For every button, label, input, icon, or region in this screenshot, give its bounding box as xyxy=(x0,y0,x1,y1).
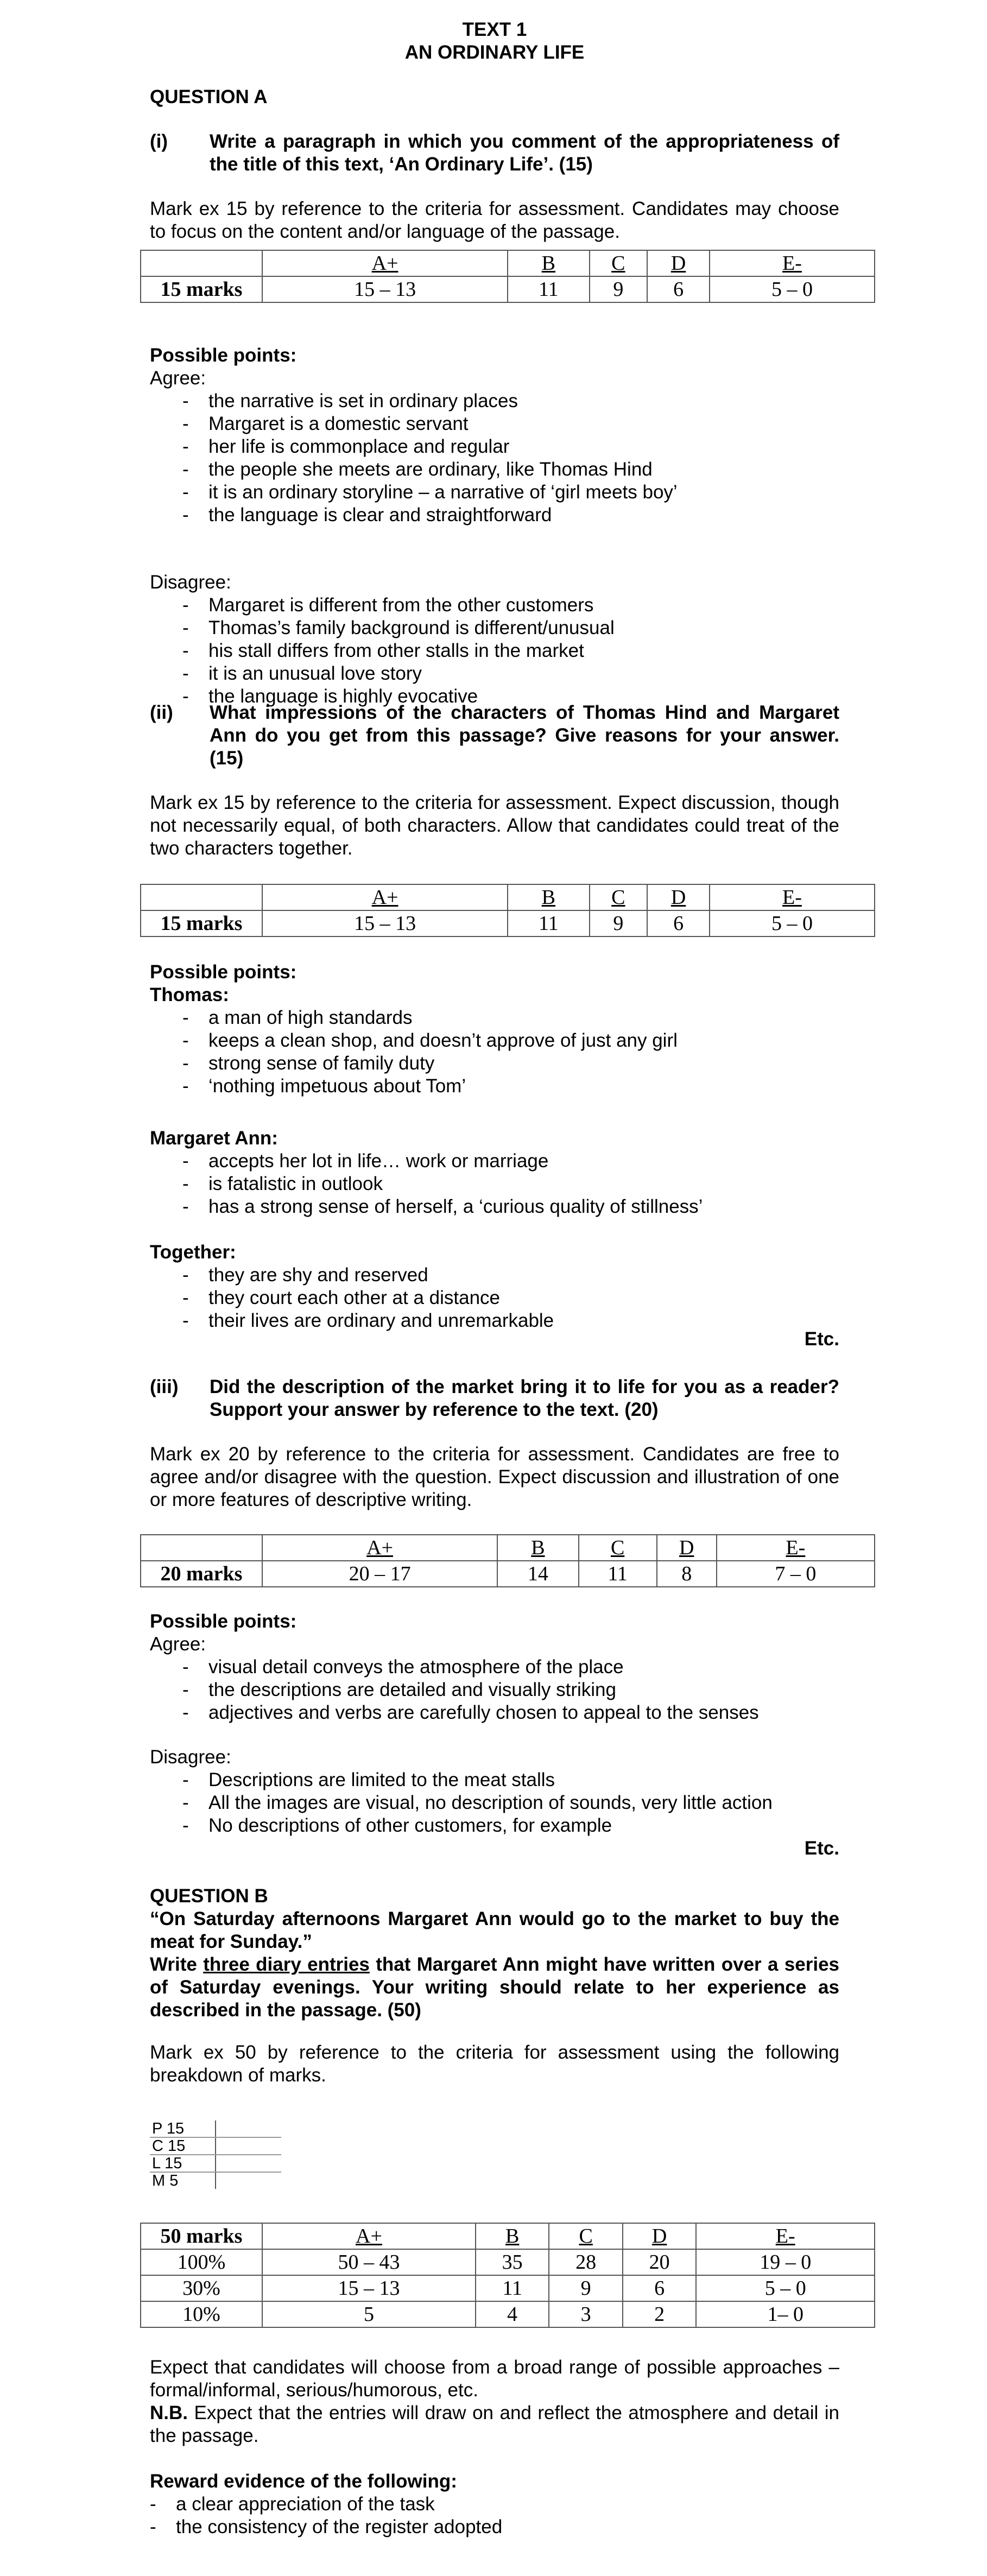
list-item: - they court each other at a distance xyxy=(182,1287,839,1309)
list-item: - strong sense of family duty xyxy=(182,1052,839,1075)
possible-points-label: Possible points: xyxy=(150,961,297,983)
breakdown-item: C 15 xyxy=(150,2137,216,2155)
marking-instruction: Mark ex 15 by reference to the criteria for assessment. Expect discussion, though not necessarily equal, of both characters. Allow that candidates could treat of the two characters together. xyxy=(150,792,839,859)
list-item: - Margaret is a domestic servant xyxy=(182,413,839,435)
thomas-list xyxy=(150,1007,839,1098)
grade-header: D xyxy=(647,250,710,276)
grade-table-a-i xyxy=(140,250,875,303)
disagree-list xyxy=(150,1769,839,1837)
margaret-list xyxy=(150,1150,839,1218)
percent-label: 30% xyxy=(141,2275,262,2301)
together-list xyxy=(150,1264,839,1332)
list-item: - the language is highly evocative xyxy=(182,685,839,708)
question-number: (i) xyxy=(150,131,168,152)
marks-label: 20 marks xyxy=(141,1561,262,1587)
grade-header: A+ xyxy=(262,884,508,910)
grade-header: D xyxy=(647,884,710,910)
question-b-quote: “On Saturday afternoons Margaret Ann would go to the market to buy the meat for Sunday.” xyxy=(150,1908,839,1952)
list-item: - it is an unusual love story xyxy=(182,662,839,685)
grade-value: 6 xyxy=(623,2275,696,2301)
reward-list xyxy=(150,2493,839,2539)
grade-table-b xyxy=(140,2223,875,2328)
list-item: - her life is commonplace and regular xyxy=(182,435,839,458)
agree-label: Agree: xyxy=(150,1634,206,1655)
agree-list xyxy=(150,390,839,527)
expect-paragraph: Expect that candidates will choose from a broad range of possible approaches – formal/informal, serious/humorous, etc. xyxy=(150,2357,839,2401)
question-text: Did the description of the market bring it to life for you as a reader? Support your answer by reference to the text. (20) xyxy=(210,1376,839,1420)
grade-value: 5 – 0 xyxy=(710,910,875,936)
disagree-label: Disagree: xyxy=(150,1746,231,1768)
disagree-list xyxy=(150,594,839,708)
text-title: AN ORDINARY LIFE xyxy=(404,42,585,63)
question-a-heading: QUESTION A xyxy=(150,86,268,107)
grade-header: C xyxy=(590,884,648,910)
list-item: - the narrative is set in ordinary places xyxy=(182,390,839,413)
grade-value: 20 – 17 xyxy=(262,1561,497,1587)
list-item: - ‘nothing impetuous about Tom’ xyxy=(182,1075,839,1098)
possible-points-label: Possible points: xyxy=(150,1611,297,1632)
list-item: - a man of high standards xyxy=(182,1007,839,1029)
etc-label: Etc. xyxy=(804,1838,839,1859)
grade-value: 8 xyxy=(657,1561,717,1587)
marks-label: 50 marks xyxy=(141,2223,262,2249)
marking-instruction: Mark ex 50 by reference to the criteria for assessment using the following breakdown of marks. xyxy=(150,2042,839,2086)
breakdown-item: M 5 xyxy=(150,2172,216,2189)
marks-label: 15 marks xyxy=(141,276,262,302)
list-item: - the language is clear and straightforward xyxy=(182,504,839,527)
together-label: Together: xyxy=(150,1242,236,1263)
grade-table-a-ii xyxy=(140,884,875,937)
disagree-label: Disagree: xyxy=(150,572,231,593)
list-item: - it is an ordinary storyline – a narrative of ‘girl meets boy’ xyxy=(182,481,839,504)
percent-label: 100% xyxy=(141,2249,262,2275)
list-item: - keeps a clean shop, and doesn’t approve of just any girl xyxy=(182,1029,839,1052)
list-item: - their lives are ordinary and unremarkable xyxy=(182,1309,839,1332)
grade-header: B xyxy=(508,250,589,276)
marks-breakdown xyxy=(150,2121,281,2189)
list-item: - the people she meets are ordinary, like Thomas Hind xyxy=(182,458,839,481)
grade-header: A+ xyxy=(262,2223,476,2249)
nb-label: N.B. xyxy=(150,2402,188,2423)
etc-label: Etc. xyxy=(804,1328,839,1350)
question-text: Write a paragraph in which you comment of the appropriateness of the title of this text, ‘An Ordinary Life’. (15) xyxy=(210,131,839,175)
question-a-i xyxy=(150,130,839,176)
grade-value: 7 – 0 xyxy=(717,1561,875,1587)
question-a-ii xyxy=(150,701,839,770)
nb-paragraph xyxy=(150,2402,839,2447)
question-number: (iii) xyxy=(150,1376,179,1397)
grade-value: 15 – 13 xyxy=(262,2275,476,2301)
grade-value: 3 xyxy=(549,2301,622,2327)
margaret-label: Margaret Ann: xyxy=(150,1128,278,1149)
list-item: - the consistency of the register adopted xyxy=(150,2516,839,2539)
nb-text: Expect that the entries will draw on and reflect the atmosphere and detail in the passage. xyxy=(150,2402,840,2446)
question-b-heading: QUESTION B xyxy=(150,1885,268,1907)
agree-label: Agree: xyxy=(150,368,206,389)
task-write: Write xyxy=(150,1954,197,1975)
breakdown-item: P 15 xyxy=(150,2121,216,2137)
grade-header: C xyxy=(590,250,648,276)
grade-header: B xyxy=(497,1535,578,1561)
grade-value: 4 xyxy=(476,2301,549,2327)
grade-value: 9 xyxy=(590,910,648,936)
grade-value: 50 – 43 xyxy=(262,2249,476,2275)
question-b-task xyxy=(150,1953,839,2022)
grade-value: 11 xyxy=(508,276,589,302)
grade-value: 11 xyxy=(508,910,589,936)
reward-label: Reward evidence of the following: xyxy=(150,2471,457,2492)
thomas-label: Thomas: xyxy=(150,984,229,1005)
list-item: - is fatalistic in outlook xyxy=(182,1173,839,1195)
grade-value: 15 – 13 xyxy=(262,276,508,302)
breakdown-item: L 15 xyxy=(150,2155,216,2172)
grade-header: E- xyxy=(717,1535,875,1561)
grade-header: B xyxy=(476,2223,549,2249)
grade-header: D xyxy=(623,2223,696,2249)
list-item: - Thomas’s family background is different/unusual xyxy=(182,617,839,640)
list-item: - All the images are visual, no description of sounds, very little action xyxy=(182,1792,839,1814)
grade-value: 5 – 0 xyxy=(710,276,875,302)
possible-points-label: Possible points: xyxy=(150,345,297,366)
grade-value: 5 xyxy=(262,2301,476,2327)
marking-instruction: Mark ex 15 by reference to the criteria for assessment. Candidates may choose to focus on the content and/or language of the passage. xyxy=(150,198,839,242)
list-item: - they are shy and reserved xyxy=(182,1264,839,1287)
question-a-iii xyxy=(150,1376,839,1421)
grade-value: 6 xyxy=(647,276,710,302)
grade-header: B xyxy=(508,884,589,910)
text-number: TEXT 1 xyxy=(462,19,527,40)
grade-header: D xyxy=(657,1535,717,1561)
marking-instruction: Mark ex 20 by reference to the criteria for assessment. Candidates are free to agree and/or disagree with the question. Expect discussion and illustration of one or more features of descriptive writing. xyxy=(150,1444,839,1510)
grade-table-a-iii xyxy=(140,1534,875,1587)
grade-value: 11 xyxy=(579,1561,657,1587)
task-emphasis: three diary entries xyxy=(203,1954,370,1975)
list-item: - visual detail conveys the atmosphere of the place xyxy=(182,1656,839,1679)
question-number: (ii) xyxy=(150,702,173,723)
grade-value: 9 xyxy=(549,2275,622,2301)
task-rest: that Margaret Ann might have written over a series of Saturday evenings. Your writing should relate to her experience as described in the passage. (50) xyxy=(150,1954,839,2021)
grade-header: C xyxy=(549,2223,622,2249)
grade-value: 6 xyxy=(647,910,710,936)
grade-value: 19 – 0 xyxy=(696,2249,875,2275)
grade-header: E- xyxy=(710,884,875,910)
list-item: - No descriptions of other customers, for example xyxy=(182,1814,839,1837)
grade-value: 1– 0 xyxy=(696,2301,875,2327)
list-item: - a clear appreciation of the task xyxy=(150,2493,839,2516)
list-item: - Margaret is different from the other customers xyxy=(182,594,839,617)
list-item: - Descriptions are limited to the meat stalls xyxy=(182,1769,839,1792)
list-item: - accepts her lot in life… work or marriage xyxy=(182,1150,839,1173)
grade-header: E- xyxy=(710,250,875,276)
question-text: What impressions of the characters of Thomas Hind and Margaret Ann do you get from this passage? Give reasons for your answer. (15) xyxy=(210,702,839,769)
list-item: - the descriptions are detailed and visually striking xyxy=(182,1679,839,1701)
grade-value: 14 xyxy=(497,1561,578,1587)
grade-header: A+ xyxy=(262,250,508,276)
marks-label: 15 marks xyxy=(141,910,262,936)
grade-value: 5 – 0 xyxy=(696,2275,875,2301)
agree-list xyxy=(150,1656,839,1724)
grade-value: 28 xyxy=(549,2249,622,2275)
grade-value: 2 xyxy=(623,2301,696,2327)
list-item: - his stall differs from other stalls in the market xyxy=(182,640,839,662)
grade-value: 35 xyxy=(476,2249,549,2275)
grade-value: 9 xyxy=(590,276,648,302)
grade-header: E- xyxy=(696,2223,875,2249)
list-item: - adjectives and verbs are carefully chosen to appeal to the senses xyxy=(182,1701,839,1724)
grade-value: 11 xyxy=(476,2275,549,2301)
percent-label: 10% xyxy=(141,2301,262,2327)
grade-header: A+ xyxy=(262,1535,497,1561)
list-item: - has a strong sense of herself, a ‘curious quality of stillness’ xyxy=(182,1195,839,1218)
grade-value: 15 – 13 xyxy=(262,910,508,936)
grade-value: 20 xyxy=(623,2249,696,2275)
grade-header: C xyxy=(579,1535,657,1561)
